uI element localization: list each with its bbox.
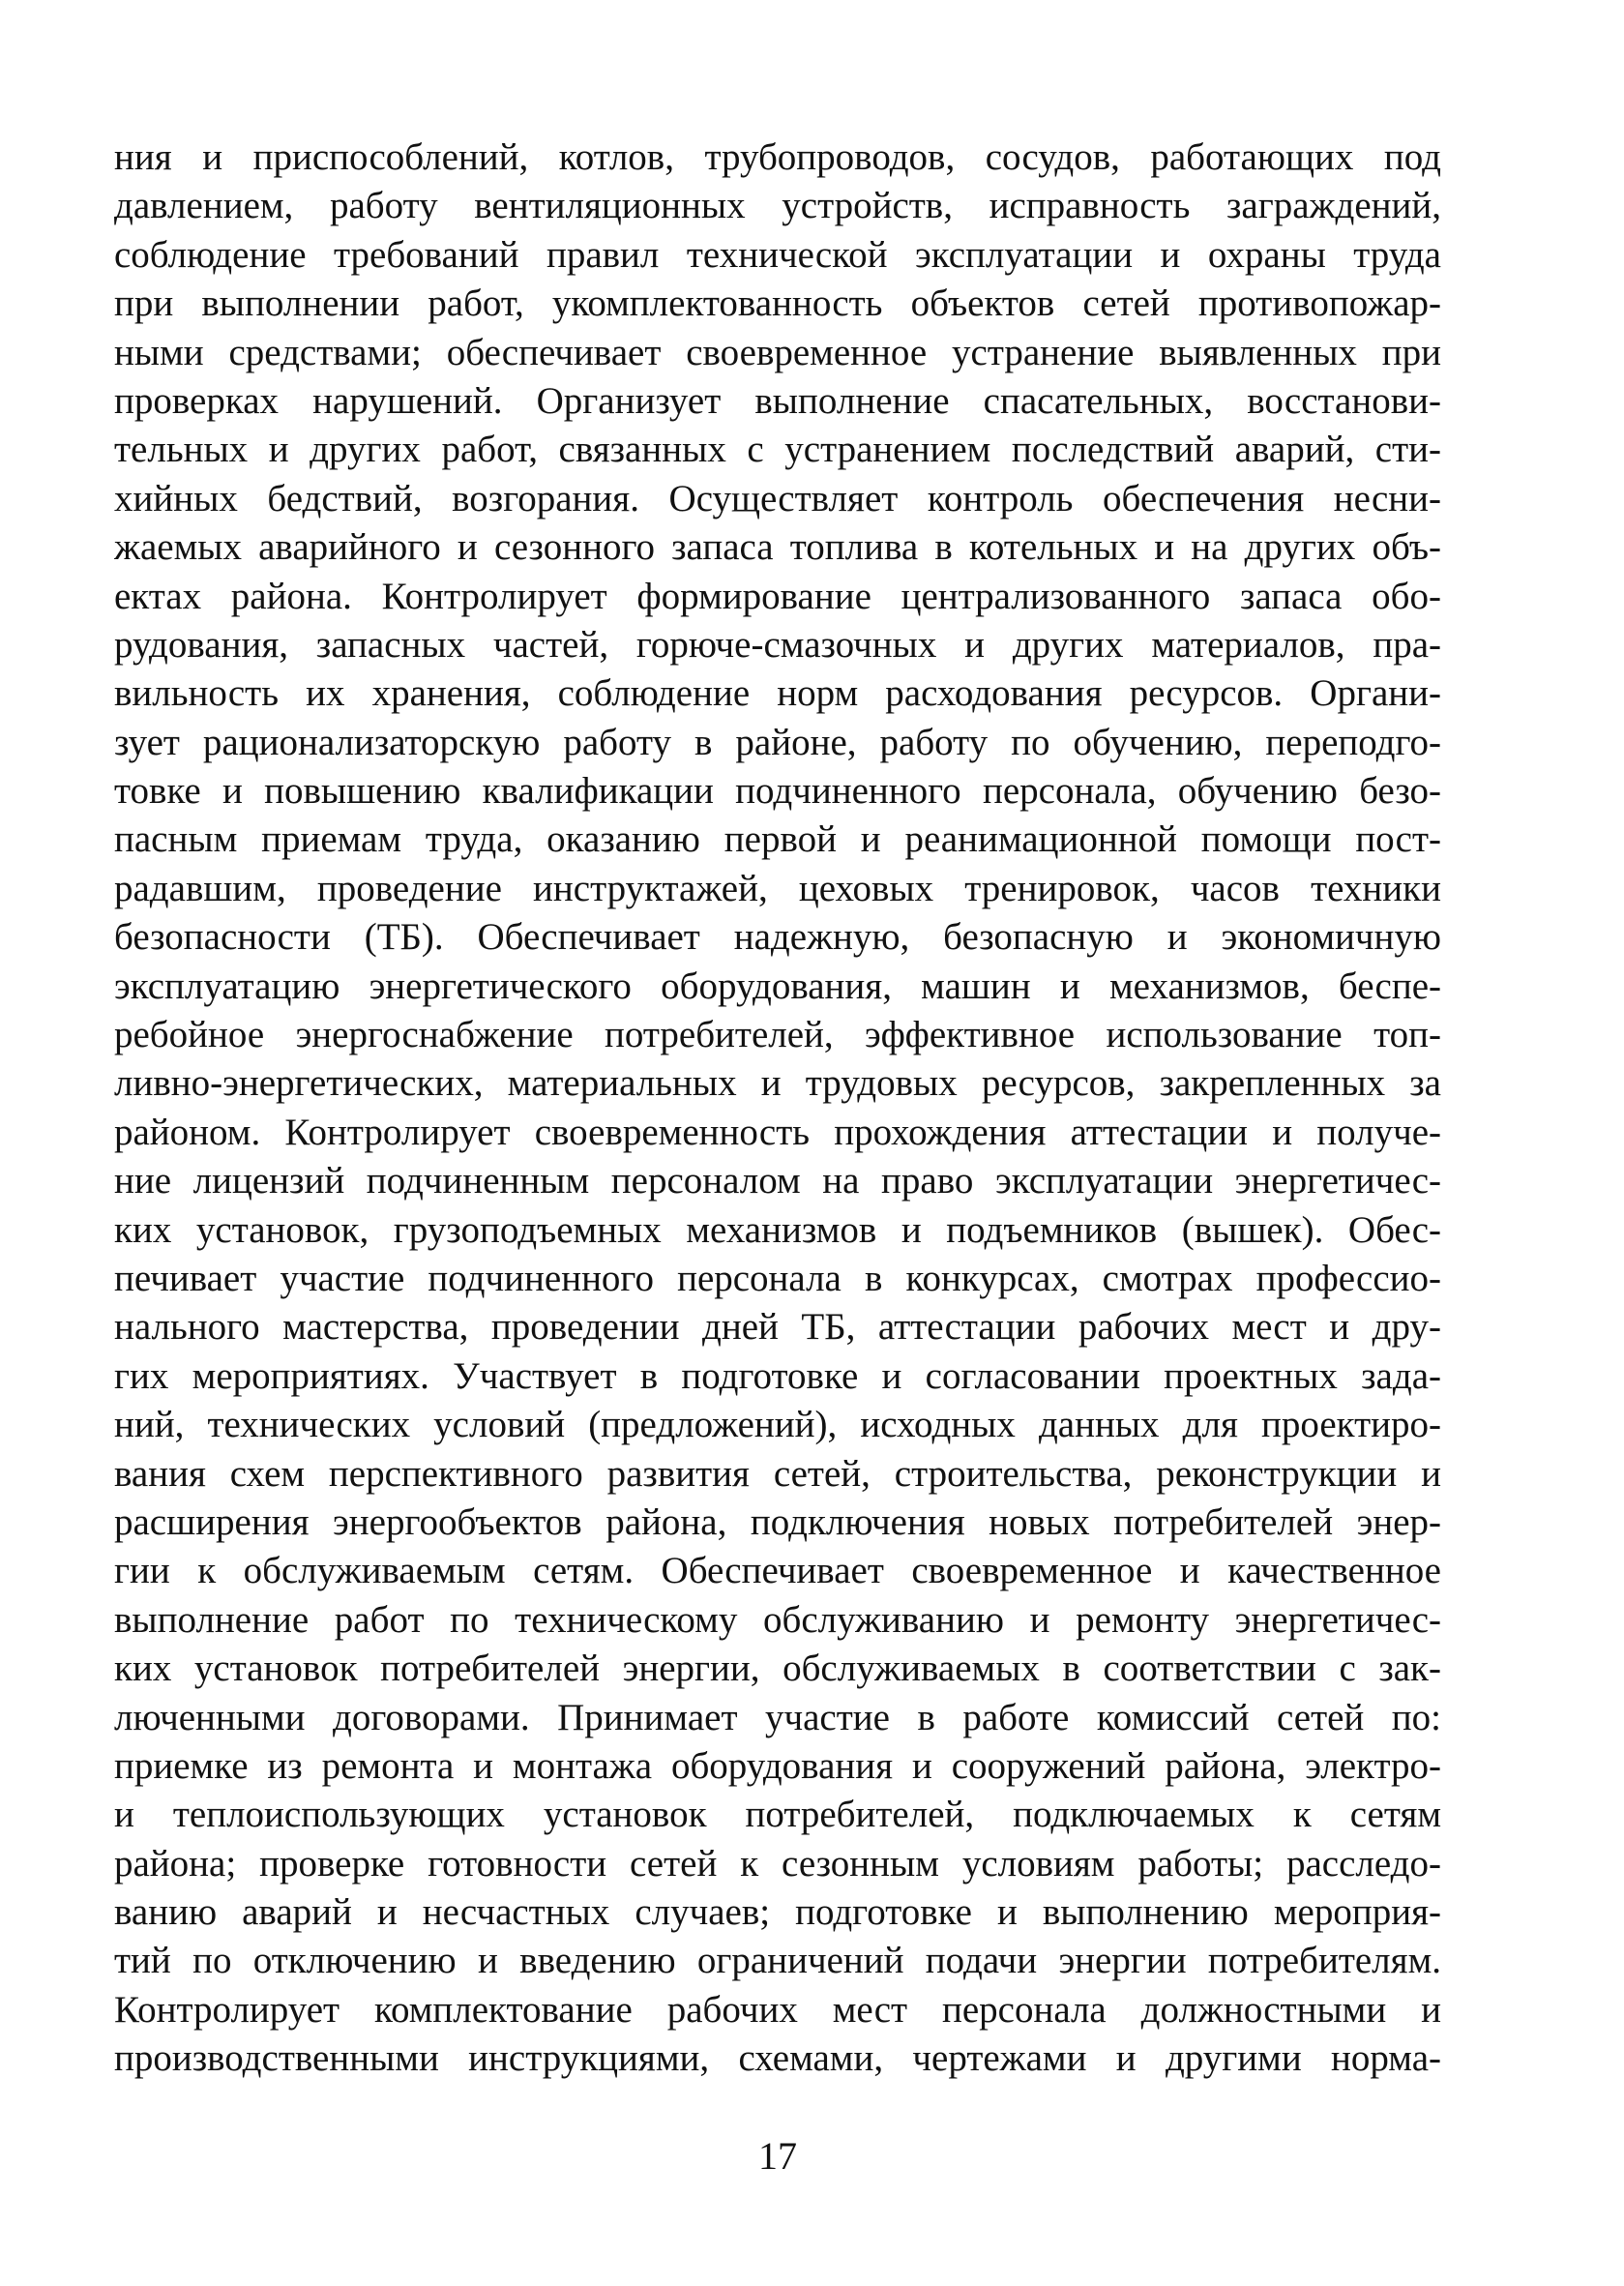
text-line: печивает участие подчиненного персонала в конкурсах, смотрах профессио- xyxy=(114,1257,1441,1299)
text-line: районом. Контролирует своевременность прохождения аттестации и получе- xyxy=(114,1111,1441,1153)
text-line: ными средствами; обеспечивает своевременное устранение выявленных при xyxy=(114,331,1441,373)
text-line: радавшим, проведение инструктажей, цеховых тренировок, часов техники xyxy=(114,867,1441,909)
text-line: пасным приемам труда, оказанию первой и реанимационной помощи пост- xyxy=(114,818,1441,861)
text-line: и теплоиспользующих установок потребителей, подключаемых к сетям xyxy=(114,1794,1441,1836)
text-line: нального мастерства, проведении дней ТБ, аттестации рабочих мест и дру- xyxy=(114,1306,1441,1349)
text-line: соблюдение требований правил технической эксплуатации и охраны труда xyxy=(114,233,1441,276)
text-line: района; проверке готовности сетей к сезонным условиям работы; расследо- xyxy=(114,1842,1441,1885)
text-line: ванию аварий и несчастных случаев; подготовке и выполнению мероприя- xyxy=(114,1891,1441,1934)
text-line: гии к обслуживаемым сетям. Обеспечивает своевременное и качественное xyxy=(114,1550,1441,1592)
text-line: гих мероприятиях. Участвует в подготовке и согласовании проектных зада- xyxy=(114,1354,1441,1397)
text-line: зует рационализаторскую работу в районе, работу по обучению, переподго- xyxy=(114,721,1441,763)
text-line: тий по отключению и введению ограничений подачи энергии потребителям. xyxy=(114,1940,1441,1982)
text-line: расширения энергообъектов района, подключения новых потребителей энер- xyxy=(114,1500,1441,1543)
text-line: жаемых аварийного и сезонного запаса топлива в котельных и на других объ- xyxy=(114,526,1441,569)
text-line: ребойное энергоснабжение потребителей, эффективное использование топ- xyxy=(114,1014,1441,1056)
page-number: 17 xyxy=(758,2134,797,2178)
text-line: люченными договорами. Принимает участие в работе комиссий сетей по: xyxy=(114,1696,1441,1738)
body-text xyxy=(114,134,1441,2084)
text-line: Контролирует комплектование рабочих мест персонала должностными и xyxy=(114,1988,1441,2031)
text-line: вильность их хранения, соблюдение норм расходования ресурсов. Органи- xyxy=(114,672,1441,715)
text-line: ния и приспособлений, котлов, трубопроводов, сосудов, работающих под xyxy=(114,136,1441,178)
text-line: проверках нарушений. Организует выполнение спасательных, восстанови- xyxy=(114,379,1441,422)
text-line: ких установок, грузоподъемных механизмов и подъемников (вышек). Обес- xyxy=(114,1208,1441,1251)
text-line: давлением, работу вентиляционных устройств, исправность заграждений, xyxy=(114,185,1441,227)
text-line: производственными инструкциями, схемами, чертежами и другими норма- xyxy=(114,2037,1441,2080)
text-line: ние лицензий подчиненным персоналом на право эксплуатации энергетичес- xyxy=(114,1160,1441,1202)
text-line: ний, технических условий (предложений), исходных данных для проектиро- xyxy=(114,1404,1441,1446)
text-line: хийных бедствий, возгорания. Осуществляет контроль обеспечения несни- xyxy=(114,477,1441,520)
text-line: ких установок потребителей энергии, обслуживаемых в соответствии с зак- xyxy=(114,1648,1441,1690)
text-line: товке и повышению квалификации подчиненного персонала, обучению безо- xyxy=(114,770,1441,813)
text-line: вания схем перспективного развития сетей, строительства, реконструкции и xyxy=(114,1452,1441,1495)
text-line: безопасности (ТБ). Обеспечивает надежную, безопасную и экономичную xyxy=(114,916,1441,959)
text-line: тельных и других работ, связанных с устранением последствий аварий, сти- xyxy=(114,429,1441,471)
text-line: эксплуатацию энергетического оборудования, машин и механизмов, беспе- xyxy=(114,965,1441,1007)
text-line: ектах района. Контролирует формирование централизованного запаса обо- xyxy=(114,575,1441,617)
text-line: рудования, запасных частей, горюче-смазочных и других материалов, пра- xyxy=(114,623,1441,666)
text-line: ливно-энергетических, материальных и трудовых ресурсов, закрепленных за xyxy=(114,1062,1441,1105)
text-line: при выполнении работ, укомплектованность объектов сетей противопожар- xyxy=(114,282,1441,325)
text-line: приемке из ремонта и монтажа оборудования и сооружений района, электро- xyxy=(114,1744,1441,1787)
text-line: выполнение работ по техническому обслуживанию и ремонту энергетичес- xyxy=(114,1598,1441,1641)
